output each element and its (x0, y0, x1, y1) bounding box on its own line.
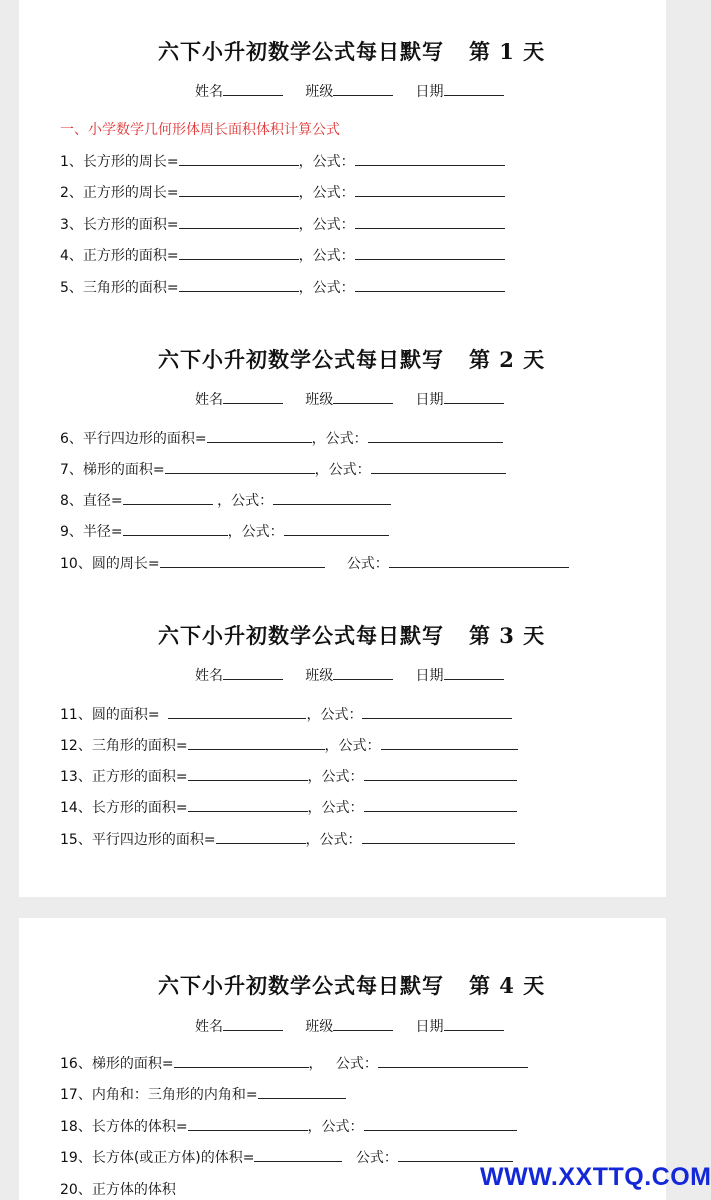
question-row (60, 1179, 176, 1199)
question-row: 6、平行四边形的面积= ，公式： (60, 428, 503, 448)
question-text: 4、正方形的面积= (60, 248, 179, 264)
question-text: 15、平行四边形的面积= (60, 832, 216, 848)
answer-blank[interactable] (168, 717, 306, 719)
question-text: 1、长方形的周长= (60, 154, 179, 170)
answer-blank[interactable] (165, 472, 315, 474)
formula-label: 公式： (346, 556, 389, 572)
question-row: 11、圆的面积= ，公式： (60, 704, 512, 724)
title-text: 六下小升初数学公式每日默写 (158, 39, 444, 64)
student-info-row (195, 389, 504, 409)
question-text: 3、长方形的面积= (60, 217, 179, 233)
formula-label: 公式： (338, 738, 381, 754)
formula-blank[interactable] (355, 258, 505, 260)
answer-blank[interactable] (179, 195, 299, 197)
formula-blank[interactable] (381, 748, 518, 750)
answer-blank[interactable] (188, 748, 325, 750)
formula-label: 公式： (312, 154, 355, 170)
answer-blank[interactable] (188, 1129, 308, 1131)
question-text: 8、直径= (60, 493, 123, 509)
formula-label: 公式： (321, 769, 364, 785)
date-blank[interactable] (444, 678, 504, 680)
formula-blank[interactable] (364, 1129, 517, 1131)
name-blank[interactable] (223, 402, 283, 404)
formula-blank[interactable] (371, 472, 506, 474)
class-blank[interactable] (333, 678, 393, 680)
question-row: 9、半径= ，公式： (60, 521, 389, 541)
question-text: 20、正方体的体积 (60, 1182, 176, 1198)
student-info-row (195, 1016, 504, 1036)
question-row (60, 1084, 346, 1104)
question-text: 19、长方体(或正方体)的体积= (60, 1150, 255, 1166)
day-title (158, 344, 545, 374)
question-text: 11、圆的面积= (60, 707, 160, 723)
question-row: 7、梯形的面积= ，公式： (60, 459, 506, 479)
formula-label: 公式： (241, 524, 284, 540)
answer-blank[interactable] (179, 258, 299, 260)
formula-label: 公式： (312, 185, 355, 201)
class-label: 班级 (305, 1019, 334, 1035)
formula-label: 公式： (355, 1150, 398, 1166)
class-label: 班级 (305, 392, 334, 408)
answer-blank[interactable] (179, 227, 299, 229)
day-title (158, 620, 545, 650)
formula-label: 公式： (231, 493, 274, 509)
name-label: 姓名 (195, 392, 223, 408)
answer-blank[interactable] (179, 290, 299, 292)
answer-blank[interactable] (174, 1066, 309, 1068)
question-text: 17、内角和：三角形的内角和= (60, 1087, 258, 1103)
class-label: 班级 (305, 84, 334, 100)
formula-label: 公式： (335, 1056, 378, 1072)
question-row: 14、长方形的面积= ，公式： (60, 797, 517, 817)
formula-blank[interactable] (355, 164, 505, 166)
answer-blank[interactable] (123, 534, 228, 536)
formula-blank[interactable] (364, 779, 517, 781)
formula-blank[interactable] (368, 441, 503, 443)
day-title (158, 36, 545, 66)
question-text: 2、正方形的周长= (60, 185, 179, 201)
answer-blank[interactable] (188, 810, 308, 812)
name-label: 姓名 (195, 84, 223, 100)
answer-blank[interactable] (188, 779, 308, 781)
formula-label: 公式： (321, 1119, 364, 1135)
formula-label: 公式： (312, 217, 355, 233)
day-title (158, 970, 545, 1000)
question-row: 1、长方形的周长= ，公式： (60, 151, 505, 171)
day-label: 第 3 天 (468, 623, 546, 648)
formula-blank[interactable] (364, 810, 517, 812)
answer-blank[interactable] (123, 503, 213, 505)
date-blank[interactable] (444, 1029, 504, 1031)
formula-label: 公式： (325, 431, 368, 447)
formula-blank[interactable] (273, 503, 391, 505)
question-text: 18、长方体的体积= (60, 1119, 188, 1135)
title-text: 六下小升初数学公式每日默写 (158, 347, 444, 372)
name-blank[interactable] (223, 678, 283, 680)
question-text: 5、三角形的面积= (60, 280, 179, 296)
date-label: 日期 (415, 668, 444, 684)
class-blank[interactable] (333, 1029, 393, 1031)
question-text: 7、梯形的面积= (60, 462, 165, 478)
question-row: 16、梯形的面积= ， 公式： (60, 1053, 528, 1073)
date-label: 日期 (415, 392, 444, 408)
title-text: 六下小升初数学公式每日默写 (158, 623, 444, 648)
name-blank[interactable] (223, 94, 283, 96)
student-info-row (195, 81, 504, 101)
question-row: 2、正方形的周长= ，公式： (60, 182, 505, 202)
formula-blank[interactable] (378, 1066, 528, 1068)
question-row: 13、正方形的面积= ，公式： (60, 766, 517, 786)
formula-label: 公式： (320, 707, 363, 723)
question-text: 9、半径= (60, 524, 123, 540)
class-label: 班级 (305, 668, 334, 684)
formula-blank[interactable] (362, 717, 512, 719)
question-text: 6、平行四边形的面积= (60, 431, 207, 447)
question-text: 14、长方形的面积= (60, 800, 188, 816)
question-row (60, 553, 569, 573)
student-info-row (195, 665, 504, 685)
question-row: 5、三角形的面积= ，公式： (60, 277, 505, 297)
formula-label: 公式： (321, 800, 364, 816)
formula-blank[interactable] (284, 534, 389, 536)
answer-blank[interactable] (207, 441, 312, 443)
formula-label: 公式： (312, 280, 355, 296)
watermark: WWW.XXTTQ.COM (480, 1163, 711, 1191)
formula-label: 公式： (328, 462, 371, 478)
question-row (60, 1147, 513, 1167)
class-blank[interactable] (333, 94, 393, 96)
question-text: 12、三角形的面积= (60, 738, 188, 754)
title-text: 六下小升初数学公式每日默写 (158, 973, 444, 998)
formula-blank[interactable] (355, 195, 505, 197)
answer-blank[interactable] (179, 164, 299, 166)
question-row: 3、长方形的面积= ，公式： (60, 214, 505, 234)
date-label: 日期 (415, 84, 444, 100)
formula-blank[interactable] (398, 1160, 513, 1162)
question-text: 13、正方形的面积= (60, 769, 188, 785)
formula-blank[interactable] (362, 842, 515, 844)
name-blank[interactable] (223, 1029, 283, 1031)
name-label: 姓名 (195, 668, 223, 684)
date-blank[interactable] (444, 402, 504, 404)
day-label: 第 2 天 (468, 347, 546, 372)
question-row: 12、三角形的面积= ，公式： (60, 735, 518, 755)
formula-blank[interactable] (355, 290, 505, 292)
formula-blank[interactable] (389, 566, 569, 568)
formula-label: 公式： (312, 248, 355, 264)
class-blank[interactable] (333, 402, 393, 404)
date-blank[interactable] (444, 94, 504, 96)
name-label: 姓名 (195, 1019, 223, 1035)
question-text: 10、圆的周长= (60, 556, 160, 572)
question-row: 18、长方体的体积= ，公式： (60, 1116, 517, 1136)
formula-label: 公式： (319, 832, 362, 848)
question-row: 15、平行四边形的面积= ，公式： (60, 829, 515, 849)
answer-blank[interactable] (160, 566, 325, 568)
question-text: 16、梯形的面积= (60, 1056, 174, 1072)
date-label: 日期 (415, 1019, 444, 1035)
day-label: 第 4 天 (468, 973, 546, 998)
answer-blank[interactable] (216, 842, 306, 844)
answer-blank[interactable] (254, 1160, 342, 1162)
answer-blank[interactable] (258, 1097, 346, 1099)
formula-blank[interactable] (355, 227, 505, 229)
question-row: 4、正方形的面积= ，公式： (60, 245, 505, 265)
question-row: 8、直径= ，公式： (60, 490, 391, 510)
section-heading: 一、小学数学几何形体周长面积体积计算公式 (60, 122, 340, 138)
day-label: 第 1 天 (468, 39, 546, 64)
